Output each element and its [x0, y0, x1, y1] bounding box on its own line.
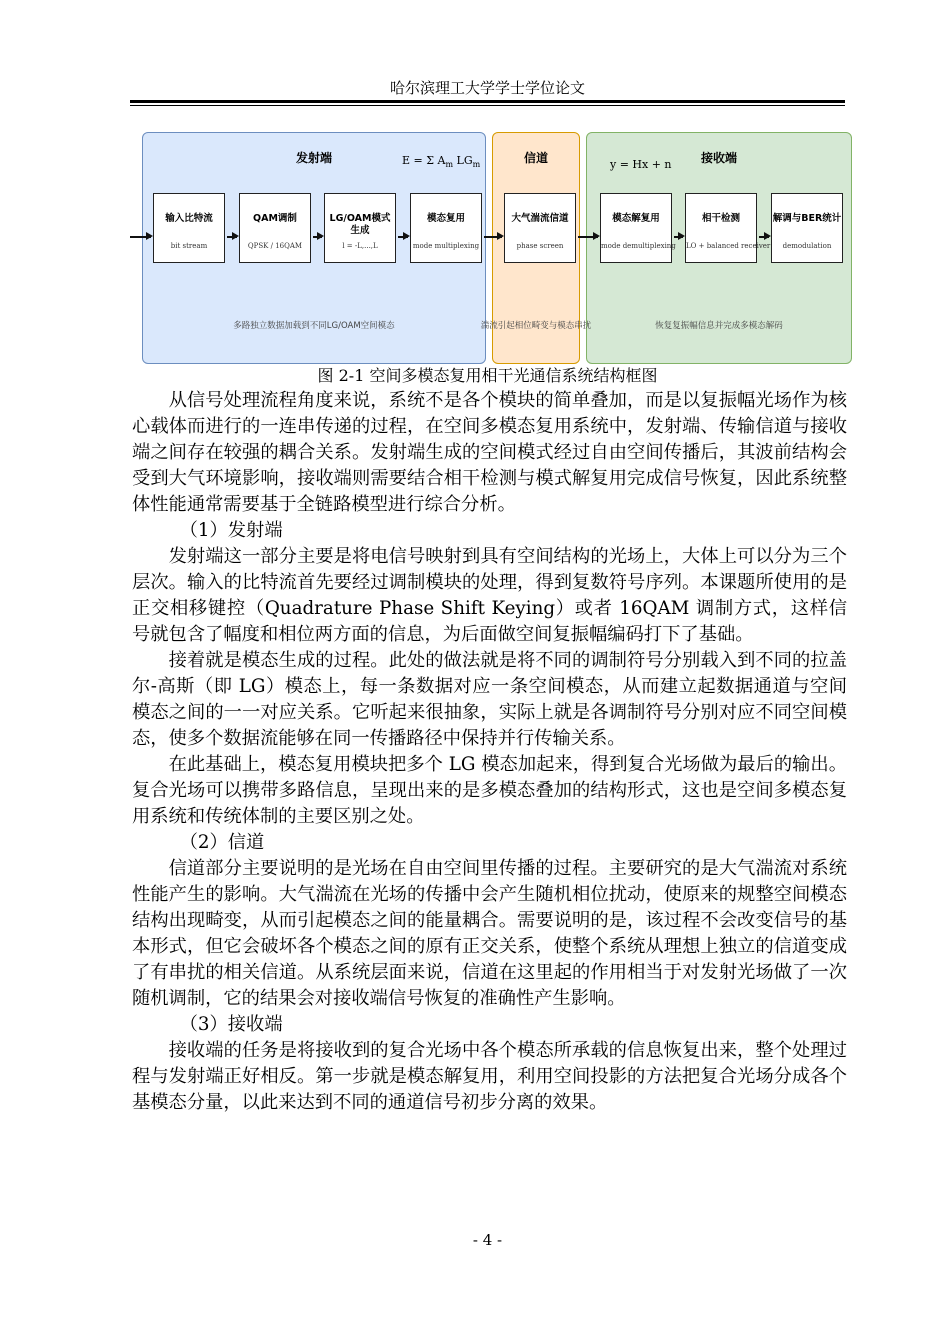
arrow-7	[759, 236, 769, 238]
channel-title: 信道	[523, 151, 548, 165]
page-number: - 4 -	[472, 1231, 503, 1249]
arrow-input	[130, 236, 151, 238]
block-turbulence-channel: 大气湍流信道 phase screen	[504, 193, 576, 263]
body-text	[132, 388, 847, 1116]
receiver-formula: y = Hx + n	[610, 158, 672, 171]
transmitter-formula: E = Σ $A_m$ $LG_m$	[402, 154, 481, 170]
section-heading-channel: （2）信道	[179, 832, 265, 853]
block-demodulation-ber: 解调与BER统计 demodulation	[771, 193, 843, 263]
receiver-note: 恢复复振幅信息并完成多模态解码	[655, 321, 783, 331]
figure-caption: 图 2-1 空间多模态复用相干光通信系统结构框图	[317, 366, 658, 385]
system-block-diagram	[126, 128, 856, 368]
block-qam-modulation: QAM调制 QPSK / 16QAM	[239, 193, 311, 263]
arrow-6	[674, 236, 683, 238]
header-rule-thick	[130, 100, 845, 103]
block-mode-multiplexing: 模态复用 mode multiplexing	[410, 193, 482, 263]
block-input-bitstream: 输入比特流 bit stream	[153, 193, 225, 263]
paragraph: 在此基础上，模态复用模块把多个 LG 模态加起来，得到复合光场做为最后的输出。复合光场可以携带多路信息，呈现出来的是多模态叠加的结构形式，这也是空间多模态复用系统和传统体制的主要区别之处。	[132, 754, 847, 827]
section-heading-transmitter: （1）发射端	[179, 520, 283, 541]
block-coherent-detection: 相干检测 LO + balanced receiver	[685, 193, 757, 263]
arrow-5	[578, 236, 598, 238]
paragraph: 从信号处理流程角度来说，系统不是各个模块的简单叠加，而是以复振幅光场作为核心载体而进行的一连串传递的过程，在空间多模态复用系统中，发射端、传输信道与接收端之间存在较强的耦合关系。发射端生成的空间模式经过自由空间传播后，其波前结构会受到大气环境影响，接收端则需要结合相干检测与模式解复用完成信号恢复，因此系统整体性能通常需要基于全链路模型进行综合分析。	[132, 390, 847, 515]
arrow-3	[398, 236, 408, 238]
block-lg-oam-generation: LG/OAM模式生成 l = -L,...,L	[324, 193, 396, 263]
arrow-2	[313, 236, 322, 238]
arrow-4	[484, 236, 502, 238]
transmitter-title: 发射端	[295, 151, 332, 165]
running-header: 哈尔滨理工大学学士学位论文	[389, 79, 585, 97]
paragraph: 发射端这一部分主要是将电信号映射到具有空间结构的光场上，大体上可以分为三个层次。输入的比特流首先要经过调制模块的处理，得到复数符号序列。本课题所使用的是正交相移键控（Quadrature Phase Shift Keying）或者 16QAM 调制方式，这样信号就包含了幅度和相位两方面的信息，为后面做空间复振幅编码打下了基础。	[132, 546, 847, 645]
block-mode-demultiplexing: 模态解复用 mode demultiplexing	[600, 193, 672, 263]
paragraph: 接收端的任务是将接收到的复合光场中各个模态所承载的信息恢复出来，整个处理过程与发射端正好相反。第一步就是模态解复用，利用空间投影的方法把复合光场分成各个基模态分量，以此来达到不同的通道信号初步分离的效果。	[132, 1040, 847, 1113]
paragraph: 接着就是模态生成的过程。此处的做法就是将不同的调制符号分别载入到不同的拉盖尔-高斯（即 LG）模态上，每一条数据对应一条空间模态，从而建立起数据通道与空间模态之间的一一对应关系。它听起来很抽象，实际上就是各调制符号分别对应不同空间模态，使多个数据流能够在同一传播路径中保持并行传输关系。	[132, 650, 847, 749]
arrow-1	[227, 236, 237, 238]
channel-note: 湍流引起相位畸变与模态串扰	[480, 321, 592, 331]
receiver-title: 接收端	[700, 151, 737, 165]
section-heading-receiver: （3）接收端	[179, 1014, 283, 1035]
header-rule-thin	[130, 105, 845, 106]
paragraph: 信道部分主要说明的是光场在自由空间里传播的过程。主要研究的是大气湍流对系统性能产生的影响。大气湍流在光场的传播中会产生随机相位扰动，使原来的规整空间模态结构出现畸变，从而引起模态之间的能量耦合。需要说明的是，该过程不会改变信号的基本形式，但它会破坏各个模态之间的原有正交关系，使整个系统从理想上独立的信道变成了有串扰的相关信道。从系统层面来说，信道在这里起的作用相当于对发射光场做了一次随机调制，它的结果会对接收端信号恢复的准确性产生影响。	[132, 858, 847, 1009]
transmitter-note: 多路独立数据加载到不同LG/OAM空间模态	[233, 321, 395, 331]
